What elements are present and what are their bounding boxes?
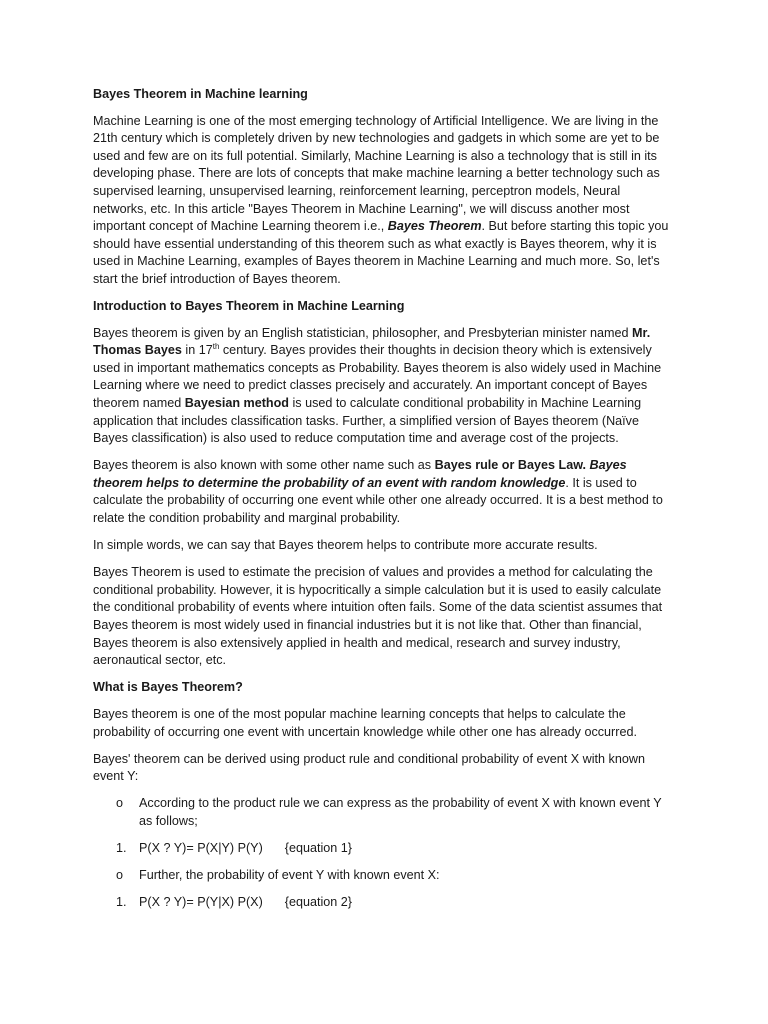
s1p1-text-a: Bayes theorem is given by an English statistician, philosopher, and Presbyterian minister named xyxy=(93,325,633,340)
bullet-list-2 xyxy=(93,867,675,885)
number-marker: 1. xyxy=(116,840,127,855)
bullet-marker: o xyxy=(116,868,124,883)
section2-paragraph-1: Bayes theorem is one of the most popular machine learning concepts that helps to calculate the probability of occurring one event with uncertain knowledge while other one has already occurred. xyxy=(93,706,637,739)
s1p2-bold: Bayes rule or Bayes Law. xyxy=(434,458,590,473)
section1-paragraph-2 xyxy=(93,457,675,527)
bullet-marker: o xyxy=(116,796,124,811)
document-page xyxy=(93,86,675,921)
list-item xyxy=(93,795,675,830)
equation-1-label: {equation 1} xyxy=(284,840,353,855)
equation-1-formula: P(X ? Y)= P(X|Y) P(Y) xyxy=(139,840,263,855)
intro-text-a: Machine Learning is one of the most emerging technology of Artificial Intelligence. We are living in the 21th century which is completely driven by new technologies and gadgets in which some are yet to be used and few are on its full potential. Similarly, Machine Learning is also a technology that is still in its developing phase. There are lots of concepts that make machine learning a better technology such as supervised learning, unsupervised learning, reinforcement learning, perceptron models, Neural networks, etc. In this article "Bayes Theorem in Machine Learning", we will discuss another most important concept of Machine Learning theorem i.e., xyxy=(93,113,660,234)
s1p1-text-c: century. Bayes provides their thoughts in decision theory which is extensively used in important mathematics concepts as Probability. Bayes theorem is also widely used in Machine Learning where we need to predict classes precisely and accurately. An important concept of Bayes theorem named xyxy=(93,343,662,410)
number-marker: 1. xyxy=(116,895,127,910)
intro-text-b: . But before starting this topic you should have essential understanding of this theorem such as what exactly is Bayes theorem, why it is used in Machine Learning, examples of Bayes theorem in Machine Learning and much more. So, let's start the brief introduction of Bayes theorem. xyxy=(93,219,669,286)
s1p1-superscript: th xyxy=(212,342,220,352)
bullet-text-further: Further, the probability of event Y with known event X: xyxy=(139,868,440,883)
s1p1-text-b: in 17 xyxy=(181,343,213,358)
s1p1-bold-method: Bayesian method xyxy=(184,396,289,410)
s1p1-text-d: is used to calculate conditional probability in Machine Learning application that includes classification tasks. Further, a simplified version of Bayes theorem (Naïve Bayes classification) is also used to reduce computation time and average cost of the projects. xyxy=(93,396,642,446)
bullet-list-1 xyxy=(93,795,675,830)
intro-paragraph xyxy=(93,113,675,289)
section1-paragraph-3: In simple words, we can say that Bayes theorem helps to contribute more accurate results. xyxy=(93,538,598,553)
bullet-text-product-rule: According to the product rule we can express as the probability of event X with known event Y as follows; xyxy=(139,796,662,828)
section-heading-what-is: What is Bayes Theorem? xyxy=(93,680,243,695)
document-title: Bayes Theorem in Machine learning xyxy=(93,87,308,101)
equation-2 xyxy=(93,894,675,912)
section1-paragraph-1 xyxy=(93,325,675,448)
list-item xyxy=(93,867,675,885)
s1p2-bold-italic: Bayes theorem helps to determine the probability of an event with random knowledge xyxy=(93,458,627,490)
section1-paragraph-4: Bayes Theorem is used to estimate the precision of values and provides a method for calculating the conditional probability. However, it is hypocritically a simple calculation but it is used to easily calculate the conditional probability of events where intuition often fails. Some of the data scientist assumes that Bayes theorem is most widely used in financial industries but it is not like that. Other than financial, Bayes theorem is also extensively applied in health and medical, research and survey industry, aeronautical sector, etc. xyxy=(93,565,663,668)
s1p2-text-a: Bayes theorem is also known with some other name such as xyxy=(93,458,435,473)
equation-2-formula: P(X ? Y)= P(Y|X) P(X) xyxy=(139,895,263,910)
intro-bold-term: Bayes Theorem xyxy=(387,219,482,234)
equation-1 xyxy=(93,840,675,858)
s1p1-bold-name: Mr. Thomas Bayes xyxy=(93,325,651,358)
section2-paragraph-2: Bayes' theorem can be derived using product rule and conditional probability of event X with known event Y: xyxy=(93,751,645,784)
section-heading-introduction: Introduction to Bayes Theorem in Machine Learning xyxy=(93,299,405,314)
s1p2-text-b: . It is used to calculate the probability of occurring one event while other one already occurred. It is a best method to relate the condition probability and marginal probability. xyxy=(93,475,663,526)
equation-2-label: {equation 2} xyxy=(284,895,353,910)
